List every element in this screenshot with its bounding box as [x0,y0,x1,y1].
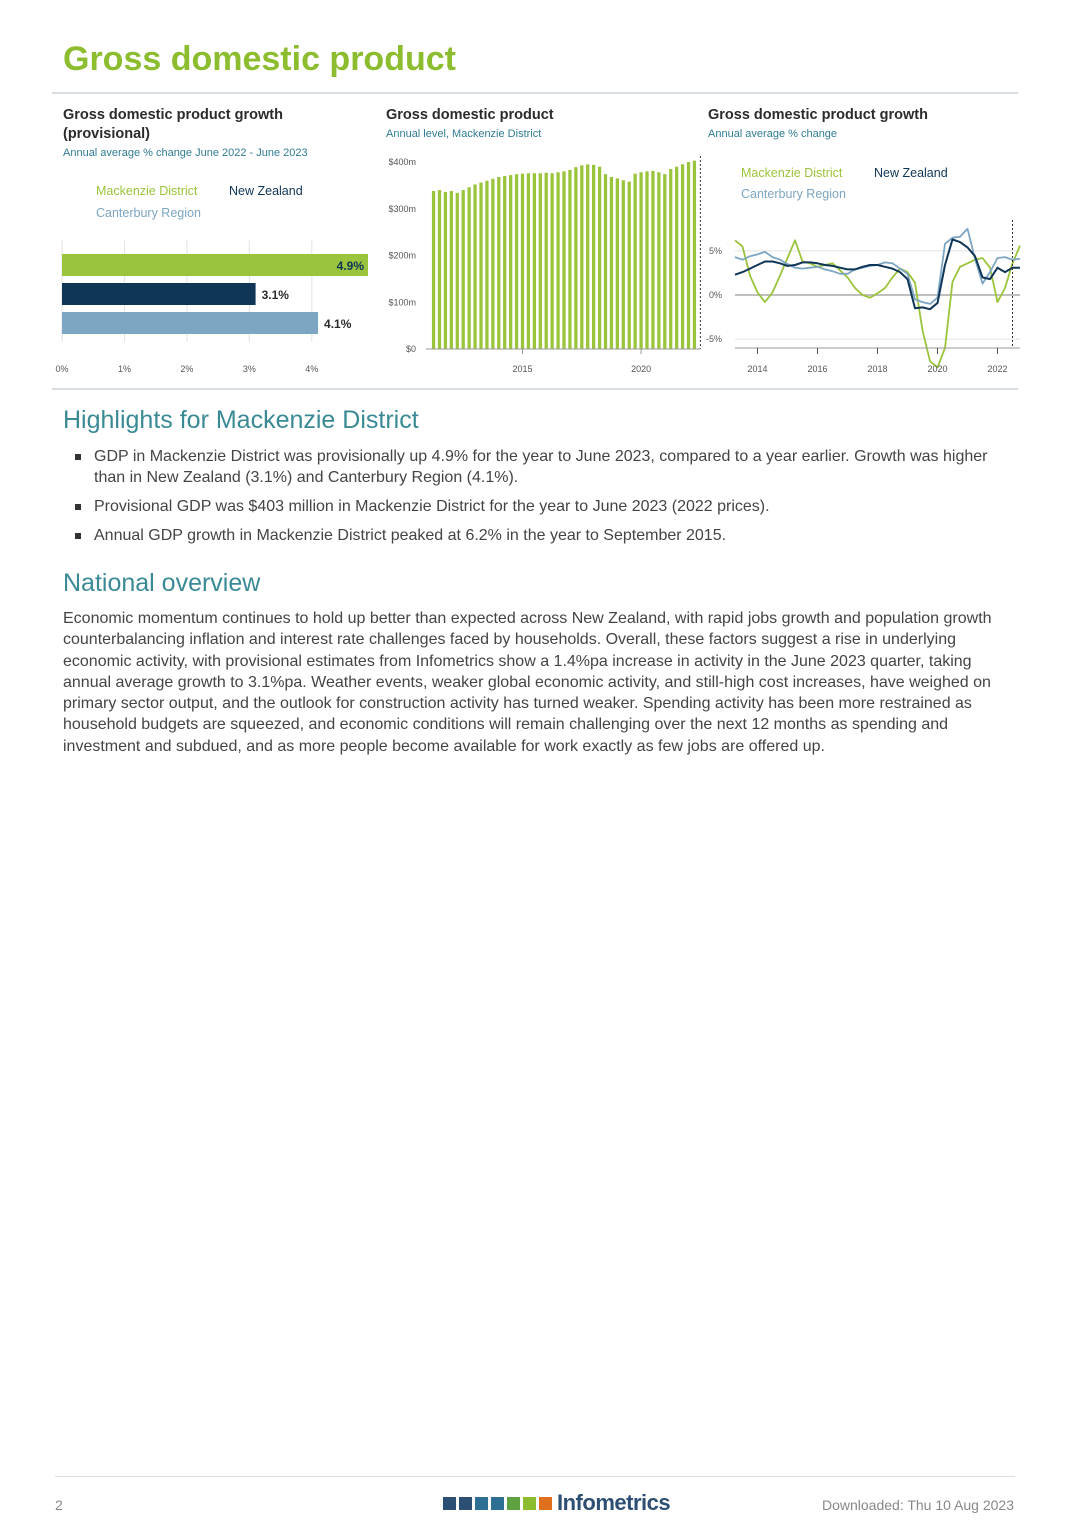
chart-gdp-growth-annual [708,106,1018,140]
column-bar [479,183,482,349]
footer-divider [55,1476,1015,1477]
x-tick-label: 2014 [747,364,768,374]
page-number: 2 [55,1497,63,1513]
chart-title: Gross domestic product [386,107,554,123]
logo-square [507,1497,520,1510]
column-bar [657,172,660,349]
column-bar [628,182,631,349]
x-tick-label: 2015 [512,364,533,374]
chart-subtitle: Annual average % change June 2022 - June 2023 [63,147,308,159]
column-bar [610,177,613,349]
infometrics-logo [443,1490,670,1516]
column-bar [556,172,559,349]
legend-canterbury: Canterbury Region [96,206,201,220]
column-bar [539,173,542,349]
x-tick-label: 2020 [631,364,652,374]
highlights-heading: Highlights for Mackenzie District [63,406,419,434]
series-line-new-zealand [735,239,1020,309]
highlight-text: GDP in Mackenzie District was provisionally up 4.9% for the year to June 2023, compared to a year earlier. Growth was higher than in New Zealand (3.1%) and Canterbury Region (4.1%). [94,448,988,486]
column-bar [533,173,536,349]
column-bar [562,171,565,349]
chart-gdp-level [386,106,696,140]
column-bar [663,174,666,349]
column-bar [515,174,518,349]
logo-square [459,1497,472,1510]
chart-subtitle: Annual average % change [708,128,838,140]
legend-new-zealand: New Zealand [229,184,303,198]
bullet-icon [75,504,81,510]
column-bar [592,165,595,349]
legend-new-zealand: New Zealand [874,166,948,180]
column-bar [491,179,494,349]
legend-mackenzie: Mackenzie District [741,166,843,180]
x-tick-label: 2020 [927,364,948,374]
chart2-plot [380,150,705,382]
column-bar [574,167,577,349]
highlight-item [63,496,1013,517]
column-bar [568,170,571,349]
y-tick-label: $300m [388,203,416,214]
bar-mackenzie-district [62,254,368,276]
data-label: 3.1% [261,288,289,302]
column-bar [545,173,548,349]
column-bar [580,165,583,349]
y-tick-label: $0 [405,344,416,354]
y-tick-label: -5% [705,334,722,345]
highlight-item [63,446,1013,488]
column-bar [509,175,512,349]
x-tick-label: 1% [117,364,131,374]
data-label: 4.1% [324,317,352,331]
x-tick-label: 0% [55,364,69,374]
column-bar [450,191,453,349]
page-title: Gross domestic product [63,40,456,78]
column-bar [622,180,625,349]
y-tick-label: $100m [388,297,416,308]
column-bar [604,174,607,349]
x-tick-label: 4% [305,364,319,374]
column-bar [669,169,672,349]
column-bar [438,190,441,349]
legend-canterbury: Canterbury Region [741,187,846,201]
column-bar [551,173,554,349]
column-bar [634,174,637,349]
column-bar [444,192,447,349]
legend-mackenzie: Mackenzie District [96,184,198,198]
column-bar [681,164,684,349]
logo-square [539,1497,552,1510]
x-tick-label: 2022 [987,364,1008,374]
bar-new-zealand [62,283,256,305]
column-bar [527,173,530,349]
x-tick-label: 3% [242,364,256,374]
column-bar [675,167,678,349]
y-tick-label: 0% [708,290,722,301]
column-bar [616,178,619,349]
chart1-plot [50,232,380,382]
chart3-plot [700,212,1025,382]
x-tick-label: 2016 [807,364,828,374]
x-tick-label: 2% [180,364,194,374]
x-tick-label: 2018 [867,364,888,374]
chart-subtitle: Annual level, Mackenzie District [386,128,542,140]
highlight-text: Provisional GDP was $403 million in Mackenzie District for the year to June 2023 (2022 prices). [94,498,770,515]
chart-gdp-growth-provisional [63,106,373,159]
column-bar [497,177,500,349]
column-bar [521,174,524,349]
column-bar [645,171,648,349]
logo-square [443,1497,456,1510]
column-bar [693,161,696,349]
national-overview-heading: National overview [63,569,261,597]
data-label: 4.9% [336,259,364,273]
column-bar [467,187,470,349]
column-bar [485,181,488,349]
chart-title: Gross domestic product growth (provisional) [63,107,283,142]
logo-square [523,1497,536,1510]
column-bar [503,176,506,349]
highlight-item [63,525,1013,546]
column-bar [586,164,589,349]
y-tick-label: $200m [388,250,416,261]
downloaded-date: Downloaded: Thu 10 Aug 2023 [821,1497,1014,1513]
column-bar [462,190,465,349]
bar-canterbury-region [62,312,318,334]
highlights-list [63,446,1013,554]
logo-square [475,1497,488,1510]
y-tick-label: $400m [388,157,416,167]
charts-divider [52,388,1018,390]
column-bar [651,171,654,349]
column-bar [598,167,601,349]
logo-squares [443,1497,555,1510]
highlight-text: Annual GDP growth in Mackenzie District peaked at 6.2% in the year to September 2015. [94,527,727,544]
y-tick-label: 5% [708,245,722,256]
chart-title: Gross domestic product growth [708,107,928,123]
logo-square [491,1497,504,1510]
header-divider [52,92,1018,94]
column-bar [687,162,690,349]
bullet-icon [75,533,81,539]
column-bar [432,191,435,349]
column-bar [456,193,459,349]
logo-wordmark: Infometrics [557,1490,671,1515]
bullet-icon [75,454,81,460]
column-bar [639,172,642,349]
column-bar [473,184,476,349]
national-overview-text: Economic momentum continues to hold up better than expected across New Zealand, with rapid jobs growth and population growth counterbalancing inflation and interest rate challenges faced by households. Overall, these factors suggest a rise in underlying economic activity, with provisional estimates from Infometrics show a 1.4%pa increase in activity in the June 2023 quarter, taking annual average growth to 3.1%pa. Weather events, weaker global economic activity, and still-high cost increases, have weighed on primary sector output, and the outlook for construction activity has turned weaker. Spending activity has been more restrained as household budgets are squeezed, and economic conditions will remain challenging over the next 12 months as spending and investment and subdued, and as more people become available for work exactly as few jobs are offered up. [63,610,992,755]
